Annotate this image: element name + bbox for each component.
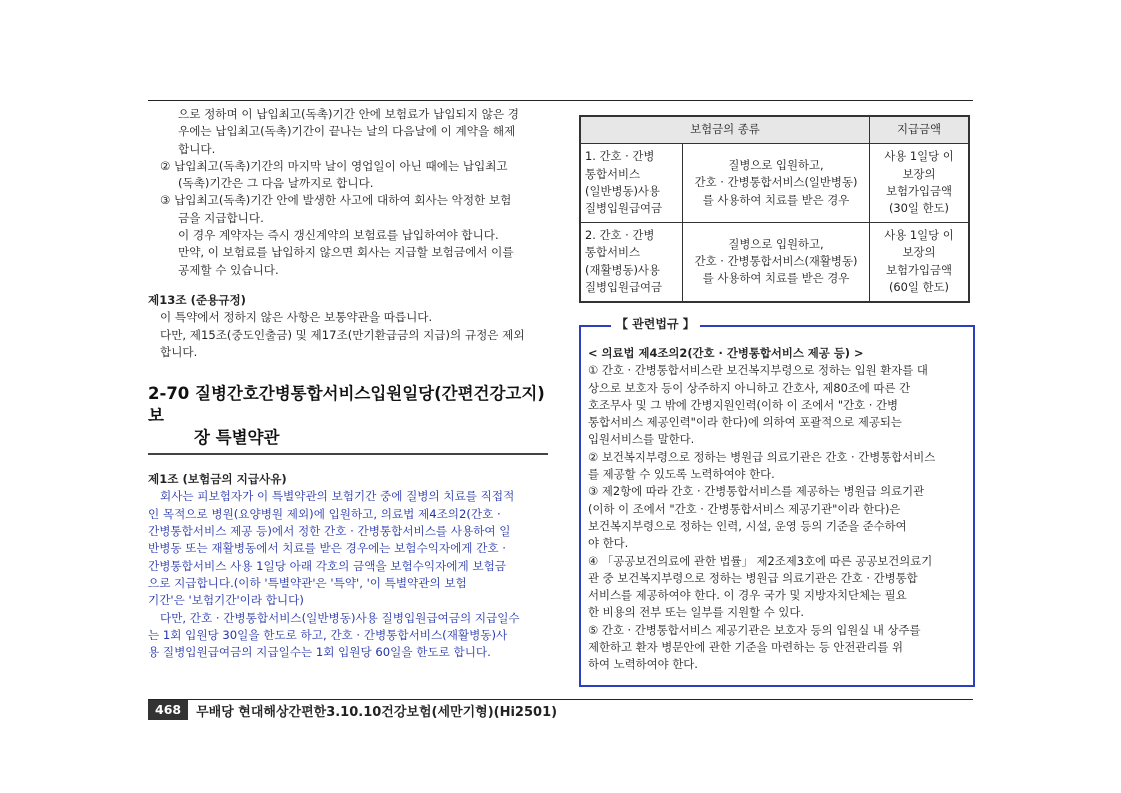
text-line: 만약, 이 보험료를 납입하지 않으면 회사는 지급할 보험금에서 이를 bbox=[178, 245, 514, 260]
law-item-3: ③ 제2항에 따라 간호 · 간병통합서비스를 제공하는 병원급 의료기관 (이하 이 조에서 "간호 · 간병통합서비스 제공기관"이라 한다)은 보건복지부령으로 정하는 인력, 시설, 운영 등의 기준을 준수하여 야 한다. bbox=[588, 484, 925, 551]
law-item-1: ① 간호 · 간병통합서비스란 보건복지부령으로 정하는 입원 환자를 대 상으로 보호자 등이 상주하지 아니하고 간호사, 제80조에 따른 간 호조무사 및 그 밖에 간병지원인력(이하 이 조에서 "간호 · 간병 통합서비스 제공인력"이라 한다)에 의하여 포괄적으로 제공되는 입원서비스를 말한다. bbox=[588, 363, 928, 447]
footer-title: 무배당 현대해상간편한3.10.10건강보험(세만기형)(Hi2501) bbox=[196, 704, 558, 720]
article-1-body bbox=[148, 488, 548, 661]
law-item-2: ② 보건복지부령으로 정하는 병원급 의료기관은 간호 · 간병통합서비스 를 제공할 수 있도록 노력하여야 한다. bbox=[588, 449, 936, 482]
benefit-name-cell: 1. 간호 · 간병 통합서비스 (일반병동)사용 질병입원급여금 bbox=[580, 144, 683, 223]
text-line: 금을 지급합니다. bbox=[178, 210, 264, 225]
related-law-content bbox=[588, 345, 964, 674]
clause-item-3 bbox=[148, 192, 548, 278]
text-line: 합니다. bbox=[178, 141, 216, 156]
left-column bbox=[148, 106, 548, 661]
top-rule bbox=[148, 100, 973, 101]
text-line: ③ 납입최고(독촉)기간 안에 발생한 사고에 대하여 회사는 악정한 보험 bbox=[160, 193, 512, 208]
text-line: 으로 지급합니다.(이하 '특별약관'은 '특약', '이 특별약관의 보험 bbox=[148, 575, 467, 590]
law-subtitle: < 의료법 제4조의2(간호 · 간병통합서비스 제공 등) > bbox=[588, 346, 864, 360]
text-line: 합니다. bbox=[160, 344, 198, 359]
amount-cell: 사용 1일당 이 보장의 보험가입금액 (60일 한도) bbox=[870, 223, 970, 302]
law-item-5: ⑤ 간호 · 간병통합서비스 제공기관은 보호자 등의 입원실 내 상주를 제한하고 환자 병문안에 관한 기준을 마련하는 등 안전관리를 위 하여 노력하여야 한다. bbox=[588, 622, 921, 672]
clause-item-2 bbox=[148, 158, 548, 193]
text-line: 우에는 납입최고(독촉)기간이 끝나는 날의 다음날에 이 계약을 해제 bbox=[178, 124, 516, 139]
text-line: 간병통합서비스 사용 1일당 아래 각호의 금액을 보험수익자에게 보험금 bbox=[148, 558, 506, 573]
amount-cell: 사용 1일당 이 보장의 보험가입금액 (30일 한도) bbox=[870, 144, 970, 223]
continued-paragraph bbox=[148, 106, 548, 158]
header-kind: 보험금의 종류 bbox=[580, 116, 870, 144]
section-heading bbox=[148, 383, 548, 455]
section-heading-line: 2-70 질병간호간병통합서비스입원일당(간편건강고지)보 bbox=[148, 384, 545, 426]
text-line: 기간'은 '보험기간'이라 합니다) bbox=[148, 593, 304, 608]
text-line: 이 특약에서 정하지 않은 사항은 보통약관을 따릅니다. bbox=[160, 310, 433, 325]
benefit-table bbox=[579, 115, 970, 303]
table-header-row bbox=[580, 116, 969, 144]
text-line: 공제할 수 있습니다. bbox=[178, 262, 279, 277]
page-number: 468 bbox=[148, 700, 188, 720]
text-line: (독촉)기간은 그 다음 날까지로 합니다. bbox=[178, 176, 374, 191]
condition-cell: 질병으로 입원하고, 간호 · 간병통합서비스(일반병동) 를 사용하여 치료를 받은 경우 bbox=[683, 144, 870, 223]
section-heading-line: 장 특별약관 bbox=[194, 428, 280, 448]
law-item-4: ④ 「공공보건의료에 관한 법률」 제2조제3호에 따른 공공보건의료기 관 중 보건복지부령으로 정하는 병원급 의료기관은 간호 · 간병통합 서비스를 제공하여야 한다. 이 경우 국가 및 지방자치단체는 필요 한 비용의 전부 또는 일부를 지원할 수 있다. bbox=[588, 553, 933, 620]
text-line: 간병통합서비스 제공 등)에서 정한 간호 · 간병통합서비스를 사용하여 일 bbox=[148, 524, 511, 539]
text-line: 다만, 간호 · 간병통합서비스(일반병동)사용 질병입원급여금의 지급일수 bbox=[160, 610, 520, 625]
article-13-title: 제13조 (준용규정) bbox=[148, 292, 246, 307]
article-1-title: 제1조 (보험금의 지급사유) bbox=[148, 472, 287, 487]
text-line: 다만, 제15조(중도인출금) 및 제17조(만기환급금의 지급)의 규정은 제외 bbox=[160, 327, 525, 342]
text-line: 는 1회 입원당 30일을 한도로 하고, 간호 · 간병통합서비스(재활병동)사 bbox=[148, 627, 508, 642]
text-line: 으로 정하며 이 납입최고(독촉)기간 안에 보험료가 납입되지 않은 경 bbox=[178, 107, 519, 121]
benefit-name-cell: 2. 간호 · 간병 통합서비스 (재활병동)사용 질병입원급여금 bbox=[580, 223, 683, 302]
condition-cell: 질병으로 입원하고, 간호 · 간병통합서비스(재활병동) 를 사용하여 치료를 받은 경우 bbox=[683, 223, 870, 302]
header-amount: 지급금액 bbox=[870, 116, 970, 144]
text-line: 용 질병입원급여금의 지급일수는 1회 입원당 60일을 한도로 합니다. bbox=[148, 645, 491, 660]
page-footer bbox=[148, 701, 557, 719]
related-law-title: 【 관련법규 】 bbox=[611, 315, 700, 332]
text-line: 회사는 피보험자가 이 특별약관의 보험기간 중에 질병의 치료를 직접적 bbox=[160, 489, 515, 504]
text-line: 반병동 또는 재활병동에서 치료를 받은 경우에는 보험수익자에게 간호 · bbox=[148, 541, 506, 556]
text-line: 인 목적으로 병원(요양병원 제외)에 입원하고, 의료법 제4조의2(간호 · bbox=[148, 506, 501, 521]
table-row bbox=[580, 223, 969, 302]
table-row bbox=[580, 144, 969, 223]
text-line: ② 납입최고(독촉)기간의 마지막 날이 영업일이 아닌 때에는 납입최고 bbox=[160, 158, 508, 173]
text-line: 이 경우 계약자는 즉시 갱신계약의 보험료를 납입하여야 합니다. bbox=[178, 228, 499, 243]
